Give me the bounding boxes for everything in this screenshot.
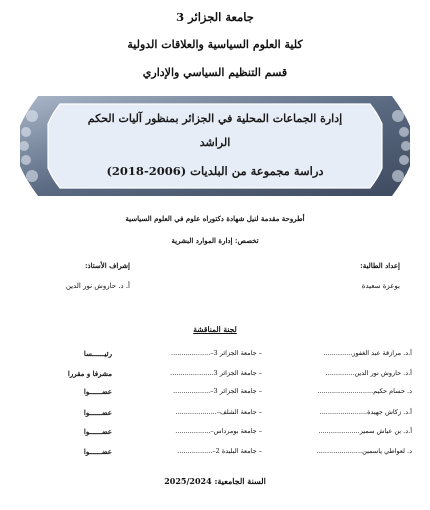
member-name: أ.د. حاروش نور الدين.............. [325,369,412,377]
committee-row [20,427,412,439]
member-name: د. حسام حكيم........................... [317,387,412,395]
member-role: رئيــــــسا [83,349,112,358]
student-name: بوعزة سعيدة [361,282,400,290]
committee-title: لجنة المناقشة [193,325,237,334]
title-banner [18,92,412,200]
member-university: – جامعة البليدة 2–................. [177,447,262,455]
thesis-note: أطروحة مقدمة لنيل شهادة دكتوراه علوم في العلوم السياسية [125,214,305,223]
member-university: – جامعة الجزائر 3–................... [171,349,262,357]
title-line-2: الراشد [199,136,231,149]
committee-row [20,369,412,381]
member-university: – جامعة الجزائر 3–.................. [173,387,262,395]
member-university: – جامعة الجزائر 3..................... [170,369,262,377]
member-role: عضــــــوا [83,387,112,396]
member-name: أ.د. زكاش جهيدة....................... [319,408,412,416]
member-role: عضــــــوا [83,427,112,436]
member-role: عضــــــوا [83,447,112,456]
member-university: – جامعة بومرداس–................. [175,427,262,435]
university-name: جامعة الجزائر 3 [176,10,254,24]
specialty: تخصص: إدارة الموارد البشرية [171,236,259,245]
department-name: قسم التنظيم السياسي والإداري [142,66,288,79]
prepared-by-label: إعداد الطالبة: [360,261,400,270]
supervisor-label: إشراف الأستاذ: [84,261,130,270]
member-role: عضــــــوا [83,408,112,417]
supervisor-name: أ. د. حاروش نور الدين [65,282,130,290]
committee-row [20,447,412,459]
member-university: – جامعة الشلف–.................... [175,408,262,416]
academic-year: السنة الجامعية: 2025/2024 [164,476,266,486]
faculty-name: كلية العلوم السياسية والعلاقات الدولية [127,38,303,51]
member-name: أ.د. مرازقة عبد الغفور.............. [323,349,412,357]
committee-row [20,387,412,399]
committee-row [20,408,412,420]
member-name: أ.د. بن عياش سمير.................... [318,427,412,435]
committee-row [20,349,412,361]
member-role: مشرفا و مقررا [67,369,112,378]
member-name: د. لعواطي ياسمين...................... [316,447,412,455]
title-line-1: إدارة الجماعات المحلية في الجزائر بمنظور آليات الحكم [87,112,343,125]
title-line-3: دراسة مجموعة من البلديات (2006-2018) [106,164,324,178]
